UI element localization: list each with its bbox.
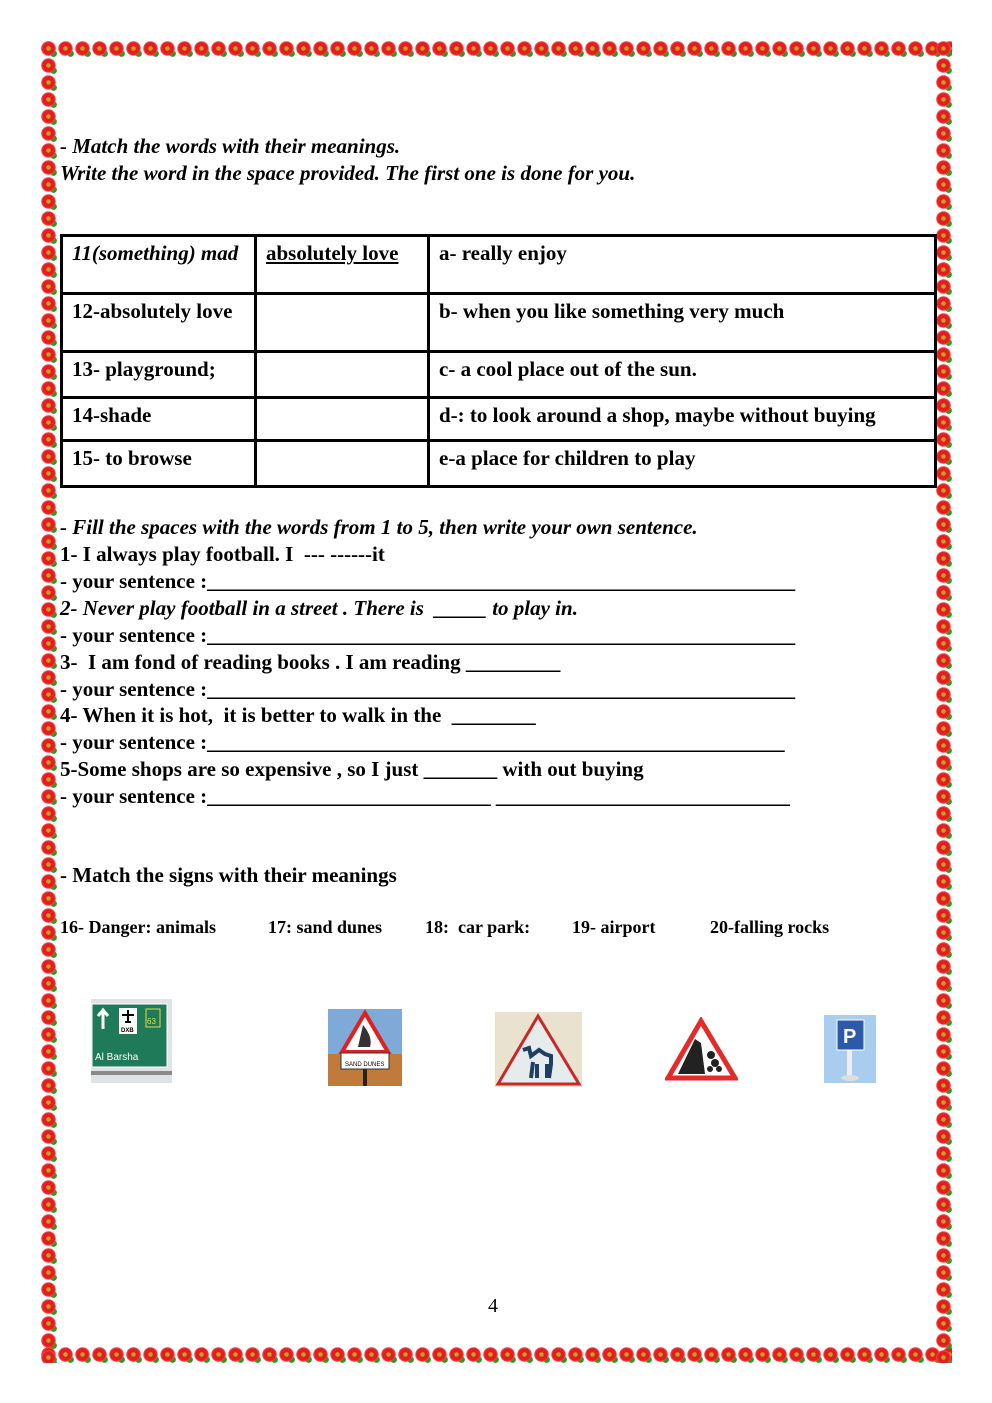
table-row [62, 398, 936, 441]
sign-label-18: 18: car park: [425, 917, 531, 937]
instruction-match-words: - Match the words with their meanings. [60, 134, 401, 158]
answer-cell[interactable]: absolutely love [256, 236, 429, 294]
camel-sign-image [495, 1012, 582, 1087]
instruction-write-word: Write the word in the space provided. The first one is done for you. [60, 161, 636, 185]
falling-rocks-sign-image [665, 1017, 738, 1081]
table-row [62, 352, 936, 398]
instruction-fill-spaces: - Fill the spaces with the words from 1 to 5, then write your own sentence. [60, 515, 698, 539]
word-cell: 12-absolutely love [62, 294, 256, 352]
match-table [60, 234, 937, 488]
meaning-cell: c- a cool place out of the sun. [429, 352, 936, 398]
your-sentence-line-3[interactable]: - your sentence :________________________________________________________ [60, 677, 796, 701]
airport-road-sign-image [91, 999, 172, 1083]
answer-cell[interactable] [256, 441, 429, 487]
dunes-sign-text: SAND DUNES [345, 1062, 385, 1068]
sign-label-20: 20-falling rocks [710, 917, 830, 937]
meaning-cell: a- really enjoy [429, 236, 936, 294]
word-cell: 14-shade [62, 398, 256, 441]
fill-sentence-2: 2- Never play football in a street . There is _____ to play in. [60, 596, 578, 620]
instruction-match-signs: - Match the signs with their meanings [60, 863, 397, 887]
fill-sentence-3: 3- I am fond of reading books . I am reading _________ [60, 650, 561, 674]
answer-cell[interactable] [256, 352, 429, 398]
parking-sign-image [824, 1015, 876, 1083]
exit-number-text: 63 [147, 1017, 156, 1026]
poinsettia-border-right [935, 40, 952, 1363]
fill-sentence-5: 5-Some shops are so expensive , so I just _______ with out buying [60, 757, 644, 781]
word-cell: 15- to browse [62, 441, 256, 487]
your-sentence-line-4[interactable]: - your sentence :_______________________________________________________ [60, 730, 785, 754]
sign-label-16: 16- Danger: animals [60, 917, 216, 937]
poinsettia-border-bottom [40, 1346, 952, 1363]
meaning-cell: b- when you like something very much [429, 294, 936, 352]
airport-code-text: DXB [121, 1028, 134, 1034]
your-sentence-line-2[interactable]: - your sentence :________________________________________________________ [60, 623, 796, 647]
meaning-cell: d-: to look around a shop, maybe without buying [429, 398, 936, 441]
sign-label-17: 17: sand dunes [268, 917, 383, 937]
table-row [62, 236, 936, 294]
poinsettia-border-top [40, 40, 952, 57]
fill-sentence-1: 1- I always play football. I --- ------it [60, 542, 385, 566]
meaning-cell: e-a place for children to play [429, 441, 936, 487]
page-number: 4 [488, 1295, 498, 1317]
your-sentence-line-1[interactable]: - your sentence :________________________________________________________ [60, 569, 796, 593]
answer-cell[interactable] [256, 294, 429, 352]
table-row [62, 294, 936, 352]
sign-label-19: 19- airport [572, 917, 656, 937]
road-sign-text: Al Barsha [95, 1052, 139, 1063]
poinsettia-border-left [40, 40, 57, 1363]
answer-cell[interactable] [256, 398, 429, 441]
sand-dunes-sign-image [328, 1009, 402, 1086]
parking-letter: P [843, 1026, 857, 1048]
table-row [62, 441, 936, 487]
fill-sentence-4: 4- When it is hot, it is better to walk in the ________ [60, 703, 536, 727]
your-sentence-line-5[interactable]: - your sentence :___________________________ ____________________________ [60, 784, 790, 808]
word-cell: 13- playground; [62, 352, 256, 398]
word-cell: 11(something) mad [62, 236, 256, 294]
